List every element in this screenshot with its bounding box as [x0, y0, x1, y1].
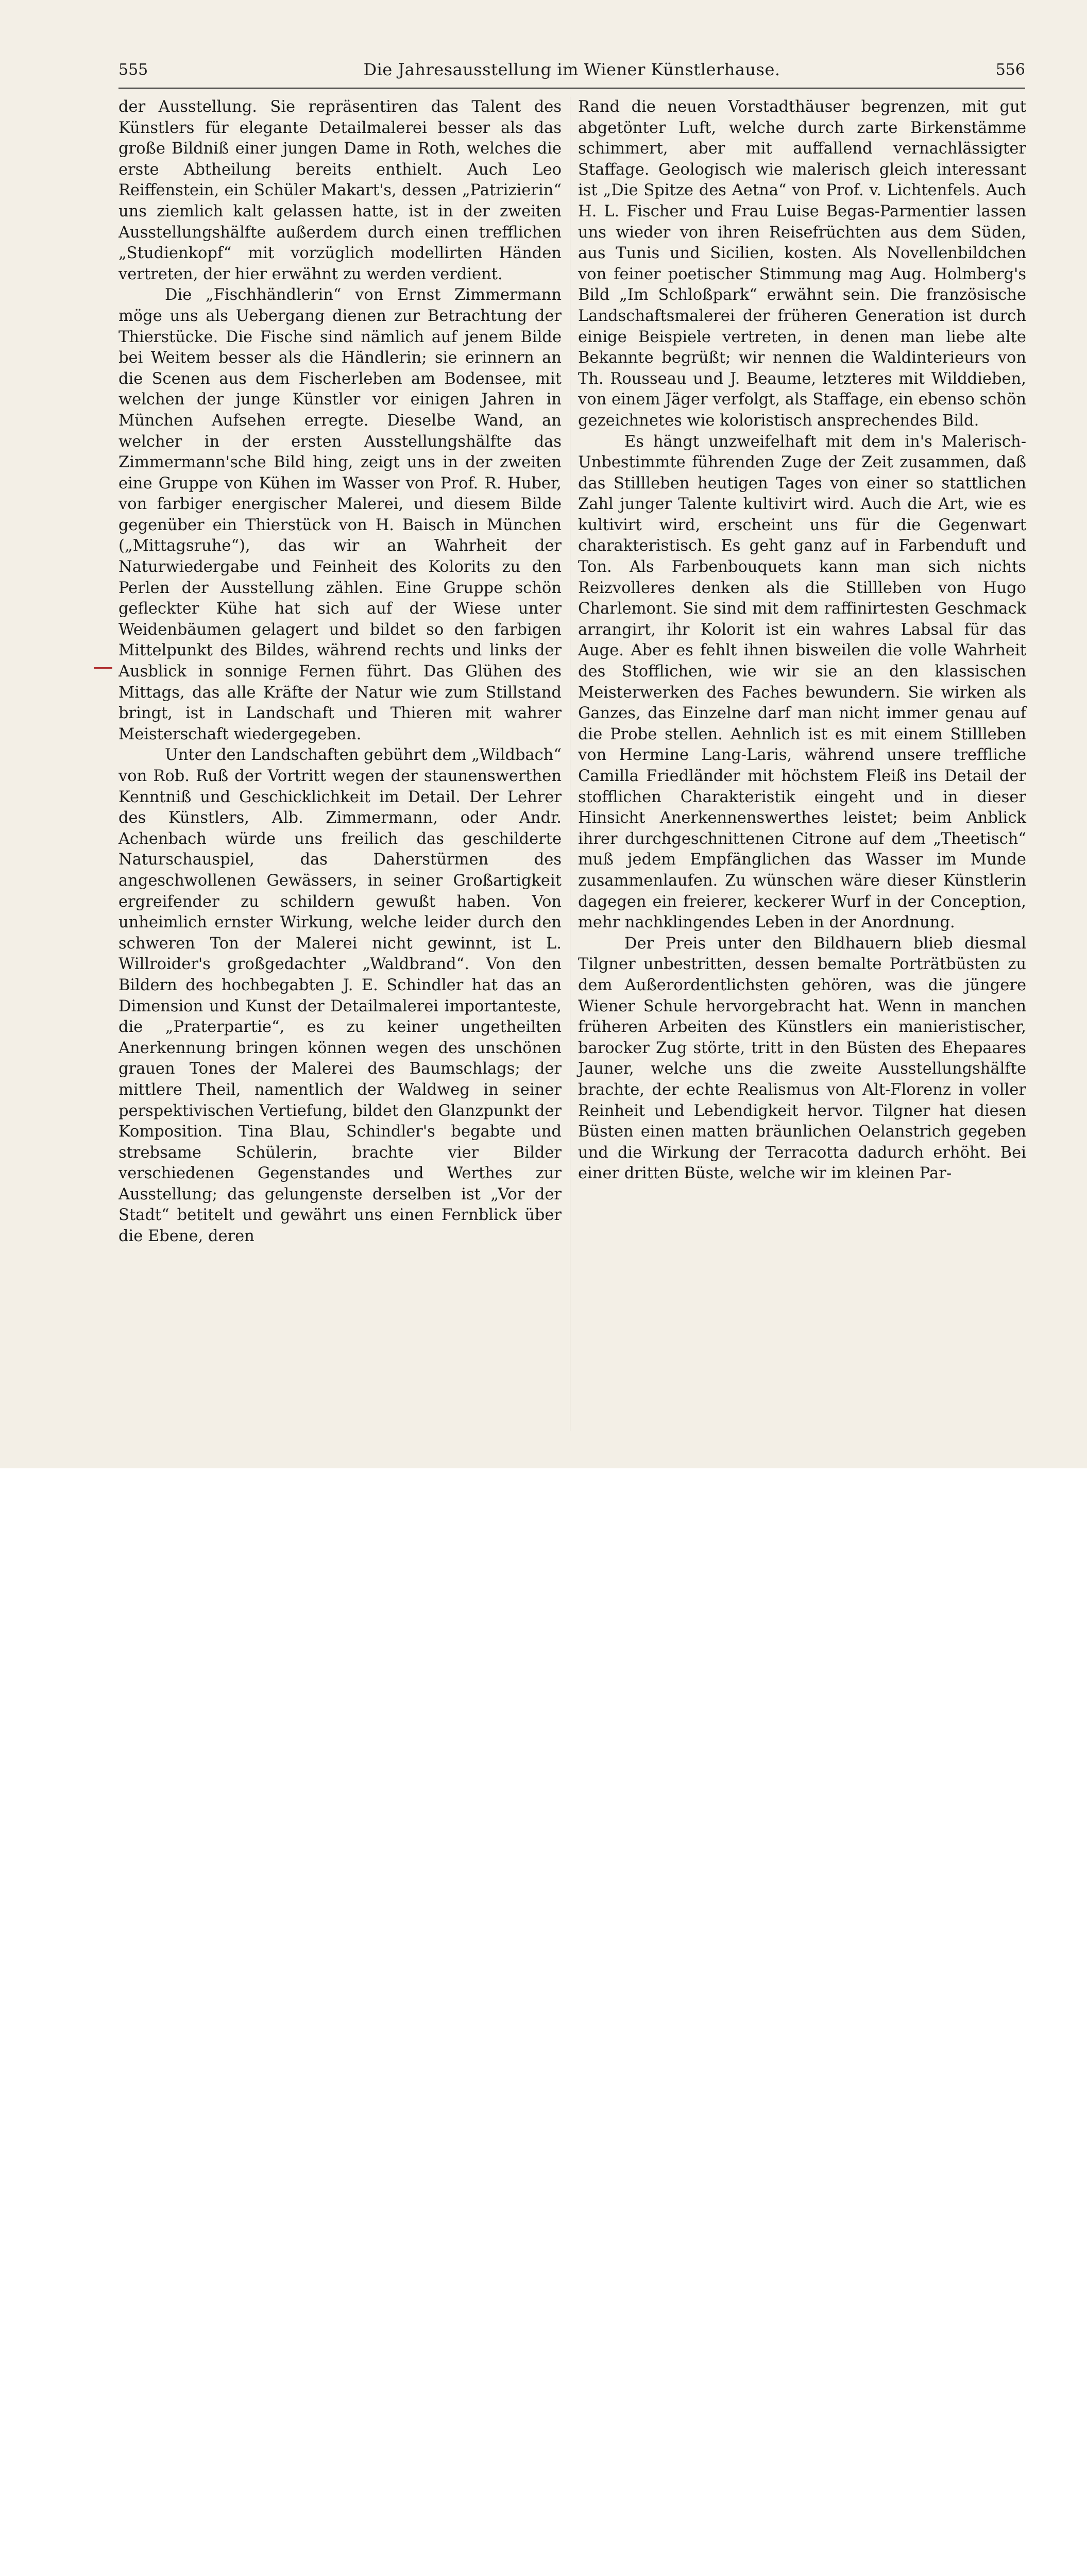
page-number-left: 555 [118, 60, 148, 79]
paragraph: der Ausstellung. Sie repräsentiren das Talent des Künstlers für elegante Detailmalerei besser als das große Bildniß einer jungen Dame in Roth, welches die erste Abtheilung bereits enthielt. Auch Leo Reiffenstein, ein Schüler Makart's, dessen „Patrizierin“ uns ziemlich kalt gelassen hatte, ist in der zweiten Ausstellungshälfte außerdem durch einen trefflichen „Studienkopf“ mit vorzüglich modellirten Händen vertreten, der hier erwähnt zu werden verdient. [118, 98, 562, 283]
right-column [578, 97, 1026, 1184]
paragraph: Der Preis unter den Bildhauern blieb diesmal Tilgner unbestritten, dessen bemalte Porträtbüsten zu dem Außerordentlichsten gehören, was die jüngere Wiener Schule hervorgebracht hat. Wenn in manchen früheren Arbeiten des Künstlers ein manieristischer, barocker Zug störte, tritt in den Büsten des Ehepaares Jauner, welche uns die zweite Ausstellungshälfte brachte, der echte Realismus von Alt-Florenz in voller Reinheit und Lebendigkeit hervor. Tilgner hat diesen Büsten einen matten bräunlichen Oelanstrich gegeben und die Wirkung der Terracotta dadurch erhöht. Bei einer dritten Büste, welche wir im kleinen Par- [578, 934, 1026, 1183]
margin-mark [94, 667, 112, 669]
running-title: Die Jahresausstellung im Wiener Künstlerhause. [363, 60, 780, 79]
paragraph: Unter den Landschaften gebührt dem „Wildbach“ von Rob. Ruß der Vortritt wegen der staunenswerthen Kenntniß und Geschicklichkeit im Detail. Der Lehrer des Künstlers, Alb. Zimmermann, oder Andr. Achenbach würde uns freilich das geschilderte Naturschauspiel, das Daherstürmen des angeschwollenen Gewässers, in seiner Großartigkeit ergreifender zu schildern gewußt haben. Von unheimlich ernster Wirkung, welche leider durch den schweren Ton der Malerei nicht gewinnt, ist L. Willroider's großgedachter „Waldbrand“. Von den Bildern des hochbegabten J. E. Schindler hat das an Dimension und Kunst der Detailmalerei importanteste, die „Praterpartie“, es zu keiner ungetheilten Anerkennung bringen können wegen des unschönen grauen Tones der Malerei des Baumschlags; der mittlere Theil, namentlich der Waldweg in seiner perspektivischen Vertiefung, bildet den Glanzpunkt der Komposition. Tina Blau, Schindler's begabte und strebsame Schülerin, brachte vier Bilder verschiedenen Gegenstandes und Werthes zur Ausstellung; das gelungenste derselben ist „Vor der Stadt“ betitelt und gewährt uns einen Fernblick über die Ebene, deren [118, 746, 562, 1246]
header-rule [118, 88, 1025, 89]
left-column [118, 97, 562, 1247]
page-number-right: 556 [995, 60, 1025, 79]
paragraph: Die „Fischhändlerin“ von Ernst Zimmermann möge uns als Uebergang dienen zur Betrachtung der Thierstücke. Die Fische sind nämlich auf jenem Bilde bei Weitem besser als die Händlerin; sie erinnern an die Scenen aus dem Fischerleben am Bodensee, mit welchen der junge Künstler vor einigen Jahren in München Aufsehen erregte. Dieselbe Wand, an welcher in der ersten Ausstellungshälfte das Zimmermann'sche Bild hing, zeigt uns in der zweiten eine Gruppe von Kühen im Wasser von Prof. R. Huber, von farbiger energischer Malerei, und diesem Bilde gegenüber ein Thierstück von H. Baisch in München („Mittagsruhe“), das wir an Wahrheit der Naturwiedergabe und Feinheit des Kolorits zu den Perlen der Ausstellung zählen. Eine Gruppe schön gefleckter Kühe hat sich auf der Wiese unter Weidenbäumen gelagert und bildet so den farbigen Mittelpunkt des Bildes, während rechts und links der Ausblick in sonnige Fernen führt. Das Glühen des Mittags, das alle Kräfte der Natur wie zum Stillstand bringt, ist in Landschaft und Thieren mit wahrer Meisterschaft wiedergegeben. [118, 286, 562, 743]
paragraph: Rand die neuen Vorstadthäuser begrenzen, mit gut abgetönter Luft, welche durch zarte Birkenstämme schimmert, aber mit auffallend vernachlässigter Staffage. Geologisch wie malerisch gleich interessant ist „Die Spitze des Aetna“ von Prof. v. Lichtenfels. Auch H. L. Fischer und Frau Luise Begas-Parmentier lassen uns wieder von ihren Reisefrüchten aus dem Süden, aus Tunis und Sicilien, kosten. Als Novellenbildchen von feiner poetischer Stimmung mag Aug. Holmberg's Bild „Im Schloßpark“ erwähnt sein. Die französische Landschaftsmalerei der früheren Generation ist durch einige Beispiele vertreten, in denen man liebe alte Bekannte begrüßt; wir nennen die Waldinterieurs von Th. Rousseau und J. Beaume, letzteres mit Wilddieben, von einem Jäger verfolgt, als Staffage, ein ebenso schön gezeichnetes wie koloristisch ansprechendes Bild. [578, 98, 1026, 430]
digitization-footer [0, 1468, 1087, 1586]
paragraph: Es hängt unzweifelhaft mit dem in's Malerisch-Unbestimmte führenden Zuge der Zeit zusammen, daß das Stillleben heutigen Tages von einer so stattlichen Zahl junger Talente kultivirt wird. Auch die Art, wie es kultivirt wird, erscheint uns für die Gegenwart charakteristisch. Es geht ganz auf in Farbenduft und Ton. Als Farbenbouquets kann man sich nichts Reizvolleres denken als die Stillleben von Hugo Charlemont. Sie sind mit dem raffinirtesten Geschmack arrangirt, ihr Kolorit ist ein wahres Labsal für das Auge. Aber es fehlt ihnen bisweilen die volle Wahrheit des Stofflichen, wie wir sie an den klassischen Meisterwerken des Faches bewundern. Sie wirken als Ganzes, das Einzelne darf man nicht immer genau auf die Probe stellen. Aehnlich ist es mit einem Stillleben von Hermine Lang-Laris, während unsere treffliche Camilla Friedländer mit höchstem Fleiß ins Detail der stofflichen Charakteristik eingeht und in dieser Hinsicht Anerkennenswerthes leistet; beim Anblick ihrer durchgeschnittenen Citrone auf dem „Theetisch“ muß jedem Empfänglichen das Wasser im Munde zusammenlaufen. Zu wünschen wäre dieser Künstlerin dagegen ein freierer, keckerer Wurf in der Conception, mehr nachklingendes Leben in der Anordnung. [578, 432, 1026, 932]
running-header [118, 52, 1025, 88]
